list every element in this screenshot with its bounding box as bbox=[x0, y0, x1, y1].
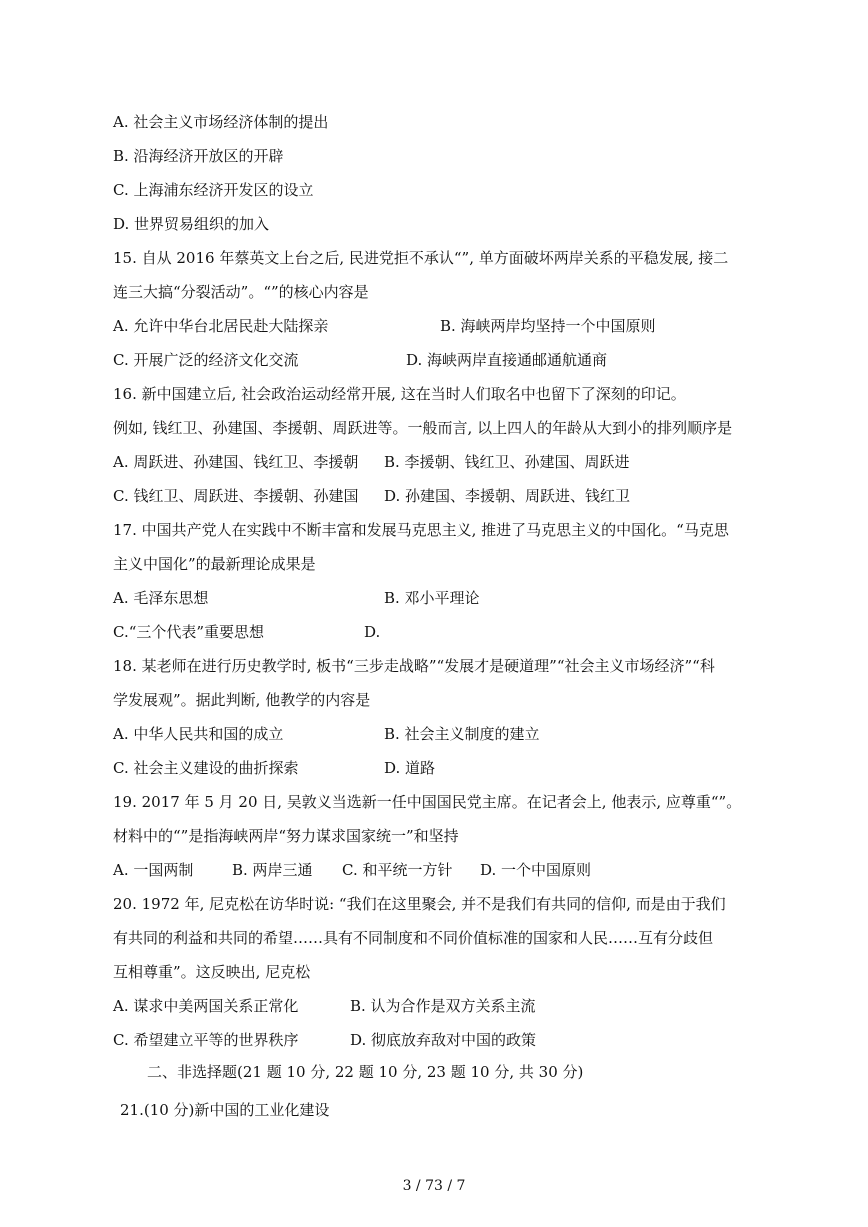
q17-option-d: D. bbox=[364, 623, 381, 641]
section-2-heading: 二、非选择题(21 题 10 分, 22 题 10 分, 23 题 10 分, 共 30 分) bbox=[147, 1063, 584, 1081]
q16-option-c: C. 钱红卫、周跃进、李援朝、孙建国 bbox=[113, 487, 359, 505]
q20-option-a: A. 谋求中美两国关系正常化 bbox=[113, 997, 299, 1015]
q18-option-d: D. 道路 bbox=[384, 759, 436, 777]
q15-option-b: B. 海峡两岸均坚持一个中国原则 bbox=[440, 317, 656, 335]
q14-option-d: D. 世界贸易组织的加入 bbox=[113, 215, 270, 233]
q17-stem-line-1: 17. 中国共产党人在实践中不断丰富和发展马克思主义, 推进了马克思主义的中国化。“马克思 bbox=[113, 521, 729, 539]
q17-option-c: C.“三个代表”重要思想 bbox=[113, 623, 265, 641]
q20-stem-line-2: 有共同的利益和共同的希望……具有不同制度和不同价值标准的国家和人民……互有分歧但 bbox=[113, 929, 714, 947]
q21-heading: 21.(10 分)新中国的工业化建设 bbox=[120, 1101, 330, 1119]
q15-stem-line-2: 连三大搞“分裂活动”。“”的核心内容是 bbox=[113, 283, 369, 301]
q17-option-a: A. 毛泽东思想 bbox=[113, 589, 209, 607]
q19-option-c: C. 和平统一方针 bbox=[342, 861, 453, 879]
q15-stem-line-1: 15. 自从 2016 年蔡英文上台之后, 民进党拒不承认“”, 单方面破坏两岸关系的平稳发展, 接二 bbox=[113, 249, 729, 267]
q16-option-a: A. 周跃进、孙建国、钱红卫、李援朝 bbox=[113, 453, 359, 471]
q18-option-b: B. 社会主义制度的建立 bbox=[384, 725, 540, 743]
q16-stem-line-1: 16. 新中国建立后, 社会政治运动经常开展, 这在当时人们取名中也留下了深刻的印记。 bbox=[113, 385, 686, 403]
q16-option-d: D. 孙建国、李援朝、周跃进、钱红卫 bbox=[384, 487, 631, 505]
page-number: 3 / 73 / 7 bbox=[402, 1178, 466, 1194]
q19-option-d: D. 一个中国原则 bbox=[480, 861, 592, 879]
q15-option-c: C. 开展广泛的经济文化交流 bbox=[113, 351, 299, 369]
q20-option-b: B. 认为合作是双方关系主流 bbox=[350, 997, 536, 1015]
q15-option-d: D. 海峡两岸直接通邮通航通商 bbox=[406, 351, 608, 369]
q20-stem-line-3: 互相尊重”。这反映出, 尼克松 bbox=[113, 963, 311, 981]
q18-option-c: C. 社会主义建设的曲折探索 bbox=[113, 759, 299, 777]
q17-stem-line-2: 主义中国化”的最新理论成果是 bbox=[113, 555, 316, 573]
q18-option-a: A. 中华人民共和国的成立 bbox=[113, 725, 284, 743]
q18-stem-line-2: 学发展观”。据此判断, 他教学的内容是 bbox=[113, 691, 371, 709]
q14-option-b: B. 沿海经济开放区的开辟 bbox=[113, 147, 284, 165]
q15-option-a: A. 允许中华台北居民赴大陆探亲 bbox=[113, 317, 329, 335]
q14-option-a: A. 社会主义市场经济体制的提出 bbox=[113, 113, 329, 131]
q19-stem-line-2: 材料中的“”是指海峡两岸“努力谋求国家统一”和坚持 bbox=[113, 827, 459, 845]
q20-option-d: D. 彻底放弃敌对中国的政策 bbox=[350, 1031, 537, 1049]
q16-option-b: B. 李援朝、钱红卫、孙建国、周跃进 bbox=[384, 453, 630, 471]
q19-option-b: B. 两岸三通 bbox=[232, 861, 313, 879]
q17-option-b: B. 邓小平理论 bbox=[384, 589, 480, 607]
q16-stem-line-2: 例如, 钱红卫、孙建国、李援朝、周跃进等。一般而言, 以上四人的年龄从大到小的排列顺序是 bbox=[113, 419, 733, 437]
q19-option-a: A. 一国两制 bbox=[113, 861, 194, 879]
q20-option-c: C. 希望建立平等的世界秩序 bbox=[113, 1031, 299, 1049]
q14-option-c: C. 上海浦东经济开发区的设立 bbox=[113, 181, 314, 199]
q20-stem-line-1: 20. 1972 年, 尼克松在访华时说: “我们在这里聚会, 并不是我们有共同的信仰, 而是由于我们 bbox=[113, 895, 726, 913]
q19-stem-line-1: 19. 2017 年 5 月 20 日, 吴敦义当选新一任中国国民党主席。在记者会上, 他表示, 应尊重“”。 bbox=[113, 793, 742, 811]
q18-stem-line-1: 18. 某老师在进行历史教学时, 板书“三步走战略”“发展才是硬道理”“社会主义市场经济”“科 bbox=[113, 657, 715, 675]
